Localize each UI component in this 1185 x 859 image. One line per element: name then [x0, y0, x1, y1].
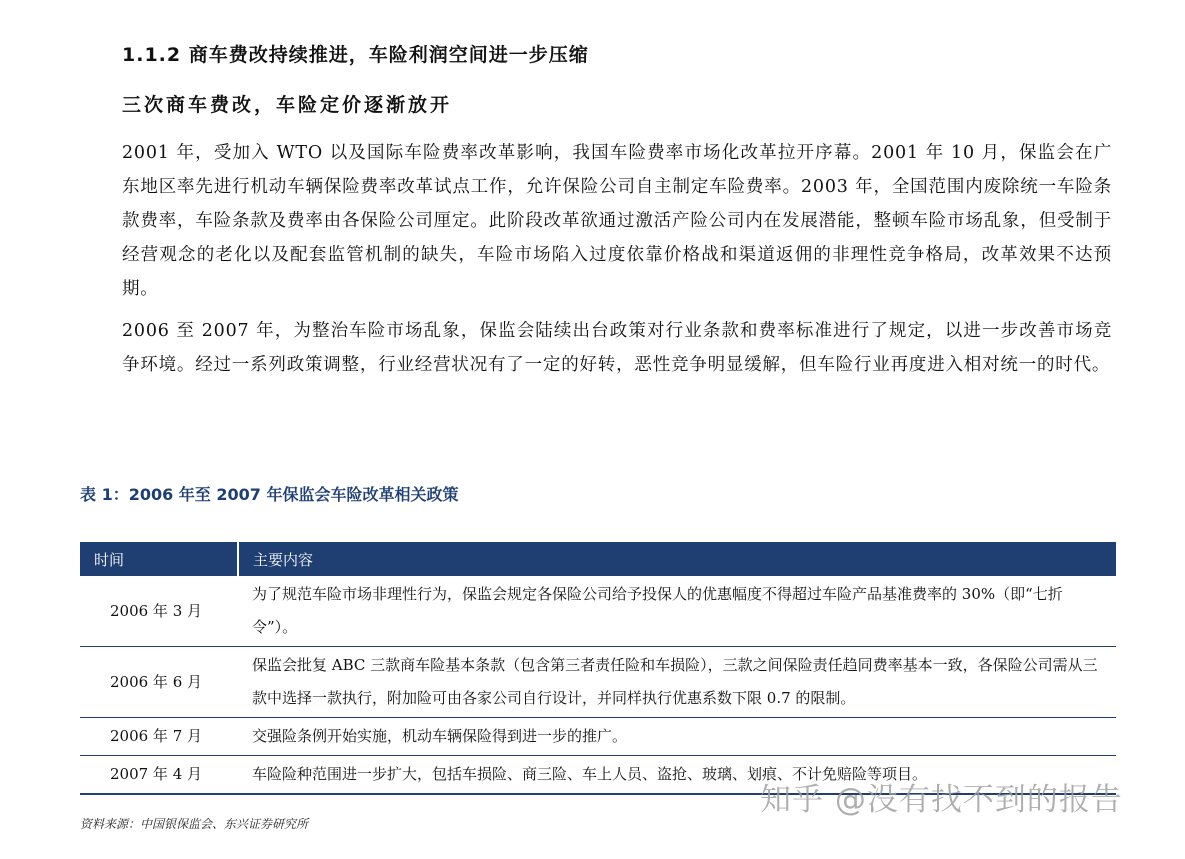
- watermark: 知乎 @没有找不到的报告: [760, 782, 1123, 818]
- row-date: 2006 年 7 月: [80, 718, 238, 756]
- table-caption: 表 1：2006 年至 2007 年保监会车险改革相关政策: [80, 485, 459, 504]
- source-note: 资料来源：中国银保监会、东兴证券研究所: [80, 817, 309, 831]
- row-date: 2006 年 3 月: [80, 576, 238, 647]
- sub-heading: 三次商车费改，车险定价逐渐放开: [122, 94, 453, 116]
- row-content: 保监会批复 ABC 三款商车险基本条款（包含第三者责任险和车损险），三款之间保险责任趋同费率基本一致，各保险公司需从三款中选择一款执行，附加险可由各家公司自行设计，并同样执行优惠系数下限 0.7 的限制。: [238, 647, 1116, 718]
- section-heading: 1.1.2 商车费改持续推进，车险利润空间进一步压缩: [122, 44, 589, 66]
- row-content: 交强险条例开始实施，机动车辆保险得到进一步的推广。: [238, 718, 1116, 756]
- row-content: 为了规范车险市场非理性行为，保监会规定各保险公司给予投保人的优惠幅度不得超过车险产品基准费率的 30%（即“七折令”）。: [238, 576, 1116, 647]
- row-date: 2006 年 6 月: [80, 647, 238, 718]
- paragraph-1: 2001 年，受加入 WTO 以及国际车险费率改革影响，我国车险费率市场化改革拉开序幕。2001 年 10 月，保监会在广东地区率先进行机动车辆保险费率改革试点工作，允许保险公司自主制定车险费率。2003 年，全国范围内废除统一车险条款费率，车险条款及费率由各保险公司厘定。此阶段改革欲通过激活产险公司内在发展潜能，整顿车险市场乱象，但受制于经营观念的老化以及配套监管机制的缺失，车险市场陷入过度依靠价格战和渠道返佣的非理性竞争格局，改革效果不达预期。: [122, 143, 1112, 299]
- policy-table: [80, 542, 1116, 795]
- row-date: 2007 年 4 月: [80, 756, 238, 795]
- table-header-row: [80, 542, 1116, 576]
- table-row: [80, 718, 1116, 756]
- table-row: [80, 576, 1116, 647]
- table-row: [80, 647, 1116, 718]
- paragraph-2: 2006 至 2007 年，为整治车险市场乱象，保监会陆续出台政策对行业条款和费率标准进行了规定，以进一步改善市场竞争环境。经过一系列政策调整，行业经营状况有了一定的好转，恶性竞争明显缓解，但车险行业再度进入相对统一的时代。: [122, 321, 1112, 375]
- header-time: 时间: [80, 542, 238, 576]
- row-content: 车险险种范围进一步扩大，包括车损险、商三险、车上人员、盗抢、玻璃、划痕、不计免赔险等项目。: [238, 756, 1116, 795]
- header-content: 主要内容: [253, 550, 314, 569]
